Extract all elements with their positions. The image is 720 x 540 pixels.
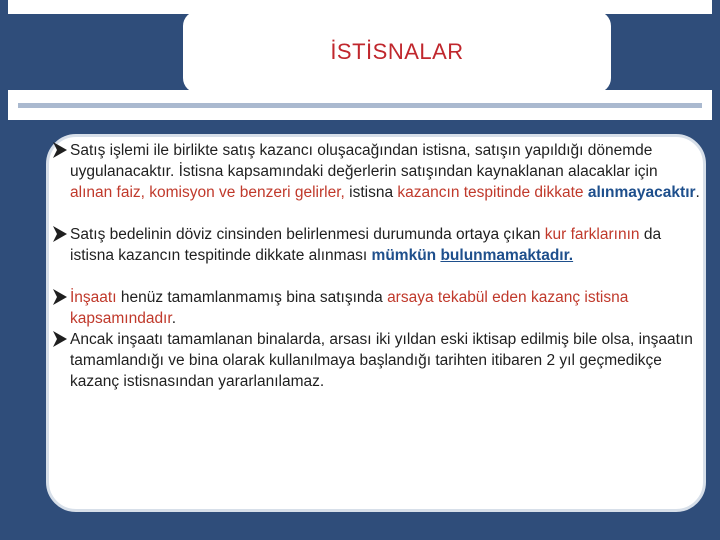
text-segment-highlight: İnşaatı	[70, 289, 117, 306]
left-frame-band	[0, 0, 8, 540]
paragraph-2	[52, 224, 702, 266]
paragraph-3	[52, 287, 702, 329]
header-left-block	[8, 14, 190, 90]
text-segment: .	[171, 310, 176, 327]
text-segment-highlight: kazancın tespitinde dikkate	[397, 184, 588, 201]
text-segment-emphasis-underlined: bulunmamaktadır.	[440, 247, 574, 264]
text-segment-emphasis: alınmayacaktır	[587, 184, 696, 201]
text-segment: henüz tamamlanmamış bina satışında	[116, 289, 388, 306]
text-segment: istisna	[344, 184, 398, 201]
text-segment-highlight: arsaya tekabül eden kazanç istisna kapsamındadır	[70, 289, 629, 327]
paragraph-4	[52, 329, 702, 392]
arrow-bullet-icon	[52, 141, 68, 159]
arrow-bullet-icon	[52, 225, 68, 243]
text-segment-highlight: alınan faiz, komisyon ve benzeri gelirler,	[70, 184, 345, 201]
right-frame-band	[712, 0, 720, 540]
text-segment: da istisna kazancın tespitinde dikkate alınması	[70, 226, 662, 264]
text-segment: Satış işlemi ile birlikte satış kazancı oluşacağından istisna, satışın yapıldığı dönemde uygulanacaktır. İstisna kapsamındaki değerlerin satışından kaynaklanan alacaklar için	[70, 142, 658, 180]
slide-title: İSTİSNALAR	[330, 39, 464, 64]
content-text	[52, 140, 702, 392]
bottom-frame-band	[0, 534, 720, 540]
header-right-block	[604, 14, 712, 90]
arrow-bullet-icon	[52, 288, 68, 306]
text-segment-highlight: kur farklarının	[544, 226, 640, 243]
text-segment: Ancak inşaatı tamamlanan binalarda, arsası iki yıldan eski iktisap edilmiş bile olsa, inşaatın tamamlandığı ve bina olarak kullanılmaya başlandığı tarihten itibaren 2 yıl geçmedikçe kazanç istisnasından yararlanılamaz.	[70, 331, 693, 390]
text-segment: .	[695, 184, 700, 201]
header-divider	[18, 103, 702, 108]
text-segment: Satış bedelinin döviz cinsinden belirlenmesi durumunda ortaya çıkan	[70, 226, 545, 243]
text-segment-emphasis: mümkün	[371, 247, 437, 264]
paragraph-1	[52, 140, 702, 203]
arrow-bullet-icon	[52, 330, 68, 348]
